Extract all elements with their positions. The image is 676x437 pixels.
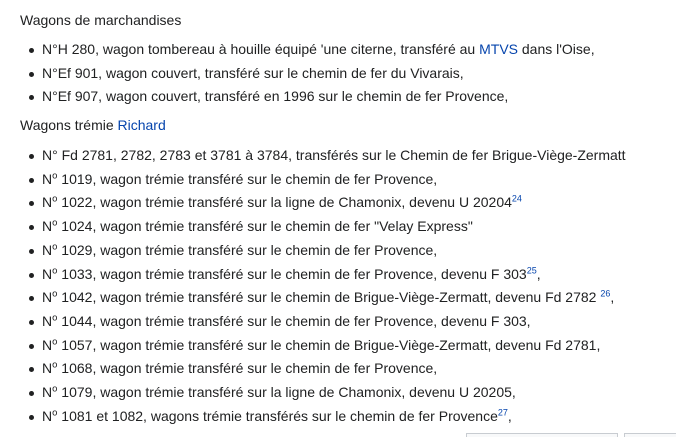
item-text-end: , xyxy=(507,407,512,424)
numero-n: N xyxy=(42,289,53,306)
list-item xyxy=(20,381,670,405)
numero-n: N xyxy=(42,241,53,258)
reference-link[interactable]: 27 xyxy=(497,406,508,417)
numero-n: N xyxy=(42,265,53,282)
numero-o: o xyxy=(52,335,58,347)
list-item xyxy=(20,215,670,239)
reference-link[interactable]: 25 xyxy=(526,264,537,275)
list-item xyxy=(20,334,670,358)
numero-o: o xyxy=(52,170,58,182)
list-item xyxy=(20,286,670,310)
item-text: 1057, wagon trémie transféré sur le chemin de Brigue-Viège-Zermatt, devenu Fd 2781, xyxy=(57,336,601,353)
list-item xyxy=(20,38,670,62)
numero-n: N xyxy=(42,360,53,377)
list-item xyxy=(20,62,670,86)
article-content xyxy=(20,10,670,428)
numero-o: o xyxy=(52,264,58,276)
numero-n: N xyxy=(42,194,53,211)
numero-n: N xyxy=(42,336,53,353)
section-heading-marchandises xyxy=(20,10,670,30)
mtvs-link[interactable]: MTVS xyxy=(479,41,518,57)
partial-box-edge xyxy=(624,433,676,437)
section-heading-tremie xyxy=(20,115,670,135)
item-text: 1068, wagon trémie transféré sur le chemin de fer Provence, xyxy=(57,360,438,377)
numero-o: o xyxy=(52,241,58,253)
partial-box-edge xyxy=(466,433,618,437)
item-text-end: , xyxy=(610,289,615,306)
item-text: 1033, wagon trémie transféré sur le chemin de fer Provence, devenu F 303 xyxy=(57,265,527,282)
numero-n: N xyxy=(42,383,53,400)
list-item xyxy=(20,239,670,263)
list-item xyxy=(20,263,670,287)
numero-o: o xyxy=(52,193,58,205)
list-item xyxy=(20,357,670,381)
list-item xyxy=(20,144,670,168)
item-text: dans l'Oise, xyxy=(518,41,595,57)
numero-o: o xyxy=(52,383,58,395)
numero-o: o xyxy=(52,288,58,300)
numero-n: N xyxy=(42,218,53,235)
reference-link[interactable]: 26 xyxy=(600,288,611,299)
item-text: 1079, wagon trémie transféré sur la ligne de Chamonix, devenu U 20205, xyxy=(57,383,516,400)
numero-n: N xyxy=(42,170,53,187)
section-heading-text: Wagons trémie xyxy=(20,117,118,134)
section-heading-text: Wagons de marchandises xyxy=(20,12,182,28)
item-text: N°H 280, wagon tombereau à houille équipé 'une citerne, transféré au xyxy=(42,41,480,57)
numero-n: N xyxy=(42,312,53,329)
list-item xyxy=(20,168,670,192)
tremie-list xyxy=(20,144,670,428)
numero-o: o xyxy=(52,406,58,418)
item-text: N° Fd 2781, 2782, 2783 et 3781 à 3784, transférés sur le Chemin de fer Brigue-Viège-Zermatt xyxy=(42,147,626,164)
item-text: 1019, wagon trémie transféré sur le chemin de fer Provence, xyxy=(57,170,438,187)
list-item xyxy=(20,405,670,429)
list-item xyxy=(20,191,670,215)
numero-o: o xyxy=(52,217,58,229)
numero-n: N xyxy=(42,407,53,424)
richard-link[interactable]: Richard xyxy=(117,117,166,134)
numero-o: o xyxy=(52,359,58,371)
list-item xyxy=(20,85,670,109)
item-text: N°Ef 907, wagon couvert, transféré en 1996 sur le chemin de fer Provence, xyxy=(42,88,509,105)
marchandises-list xyxy=(20,38,670,109)
item-text-end: , xyxy=(536,265,541,282)
item-text: 1029, wagon trémie transféré sur le chemin de fer Provence, xyxy=(57,241,438,258)
item-text: 1024, wagon trémie transféré sur le chemin de fer "Velay Express" xyxy=(57,218,473,235)
item-text: 1042, wagon trémie transféré sur le chemin de Brigue-Viège-Zermatt, devenu Fd 2782 xyxy=(57,289,601,306)
item-text: N°Ef 901, wagon couvert, transféré sur le chemin de fer du Vivarais, xyxy=(42,64,464,81)
item-text: 1044, wagon trémie transféré sur le chemin de fer Provence, devenu F 303, xyxy=(57,312,531,329)
list-item xyxy=(20,310,670,334)
numero-o: o xyxy=(52,312,58,324)
item-text: 1022, wagon trémie transféré sur la ligne de Chamonix, devenu U 20204 xyxy=(57,194,512,211)
reference-link[interactable]: 24 xyxy=(511,193,522,204)
item-text: 1081 et 1082, wagons trémie transférés sur le chemin de fer Provence xyxy=(57,407,498,424)
